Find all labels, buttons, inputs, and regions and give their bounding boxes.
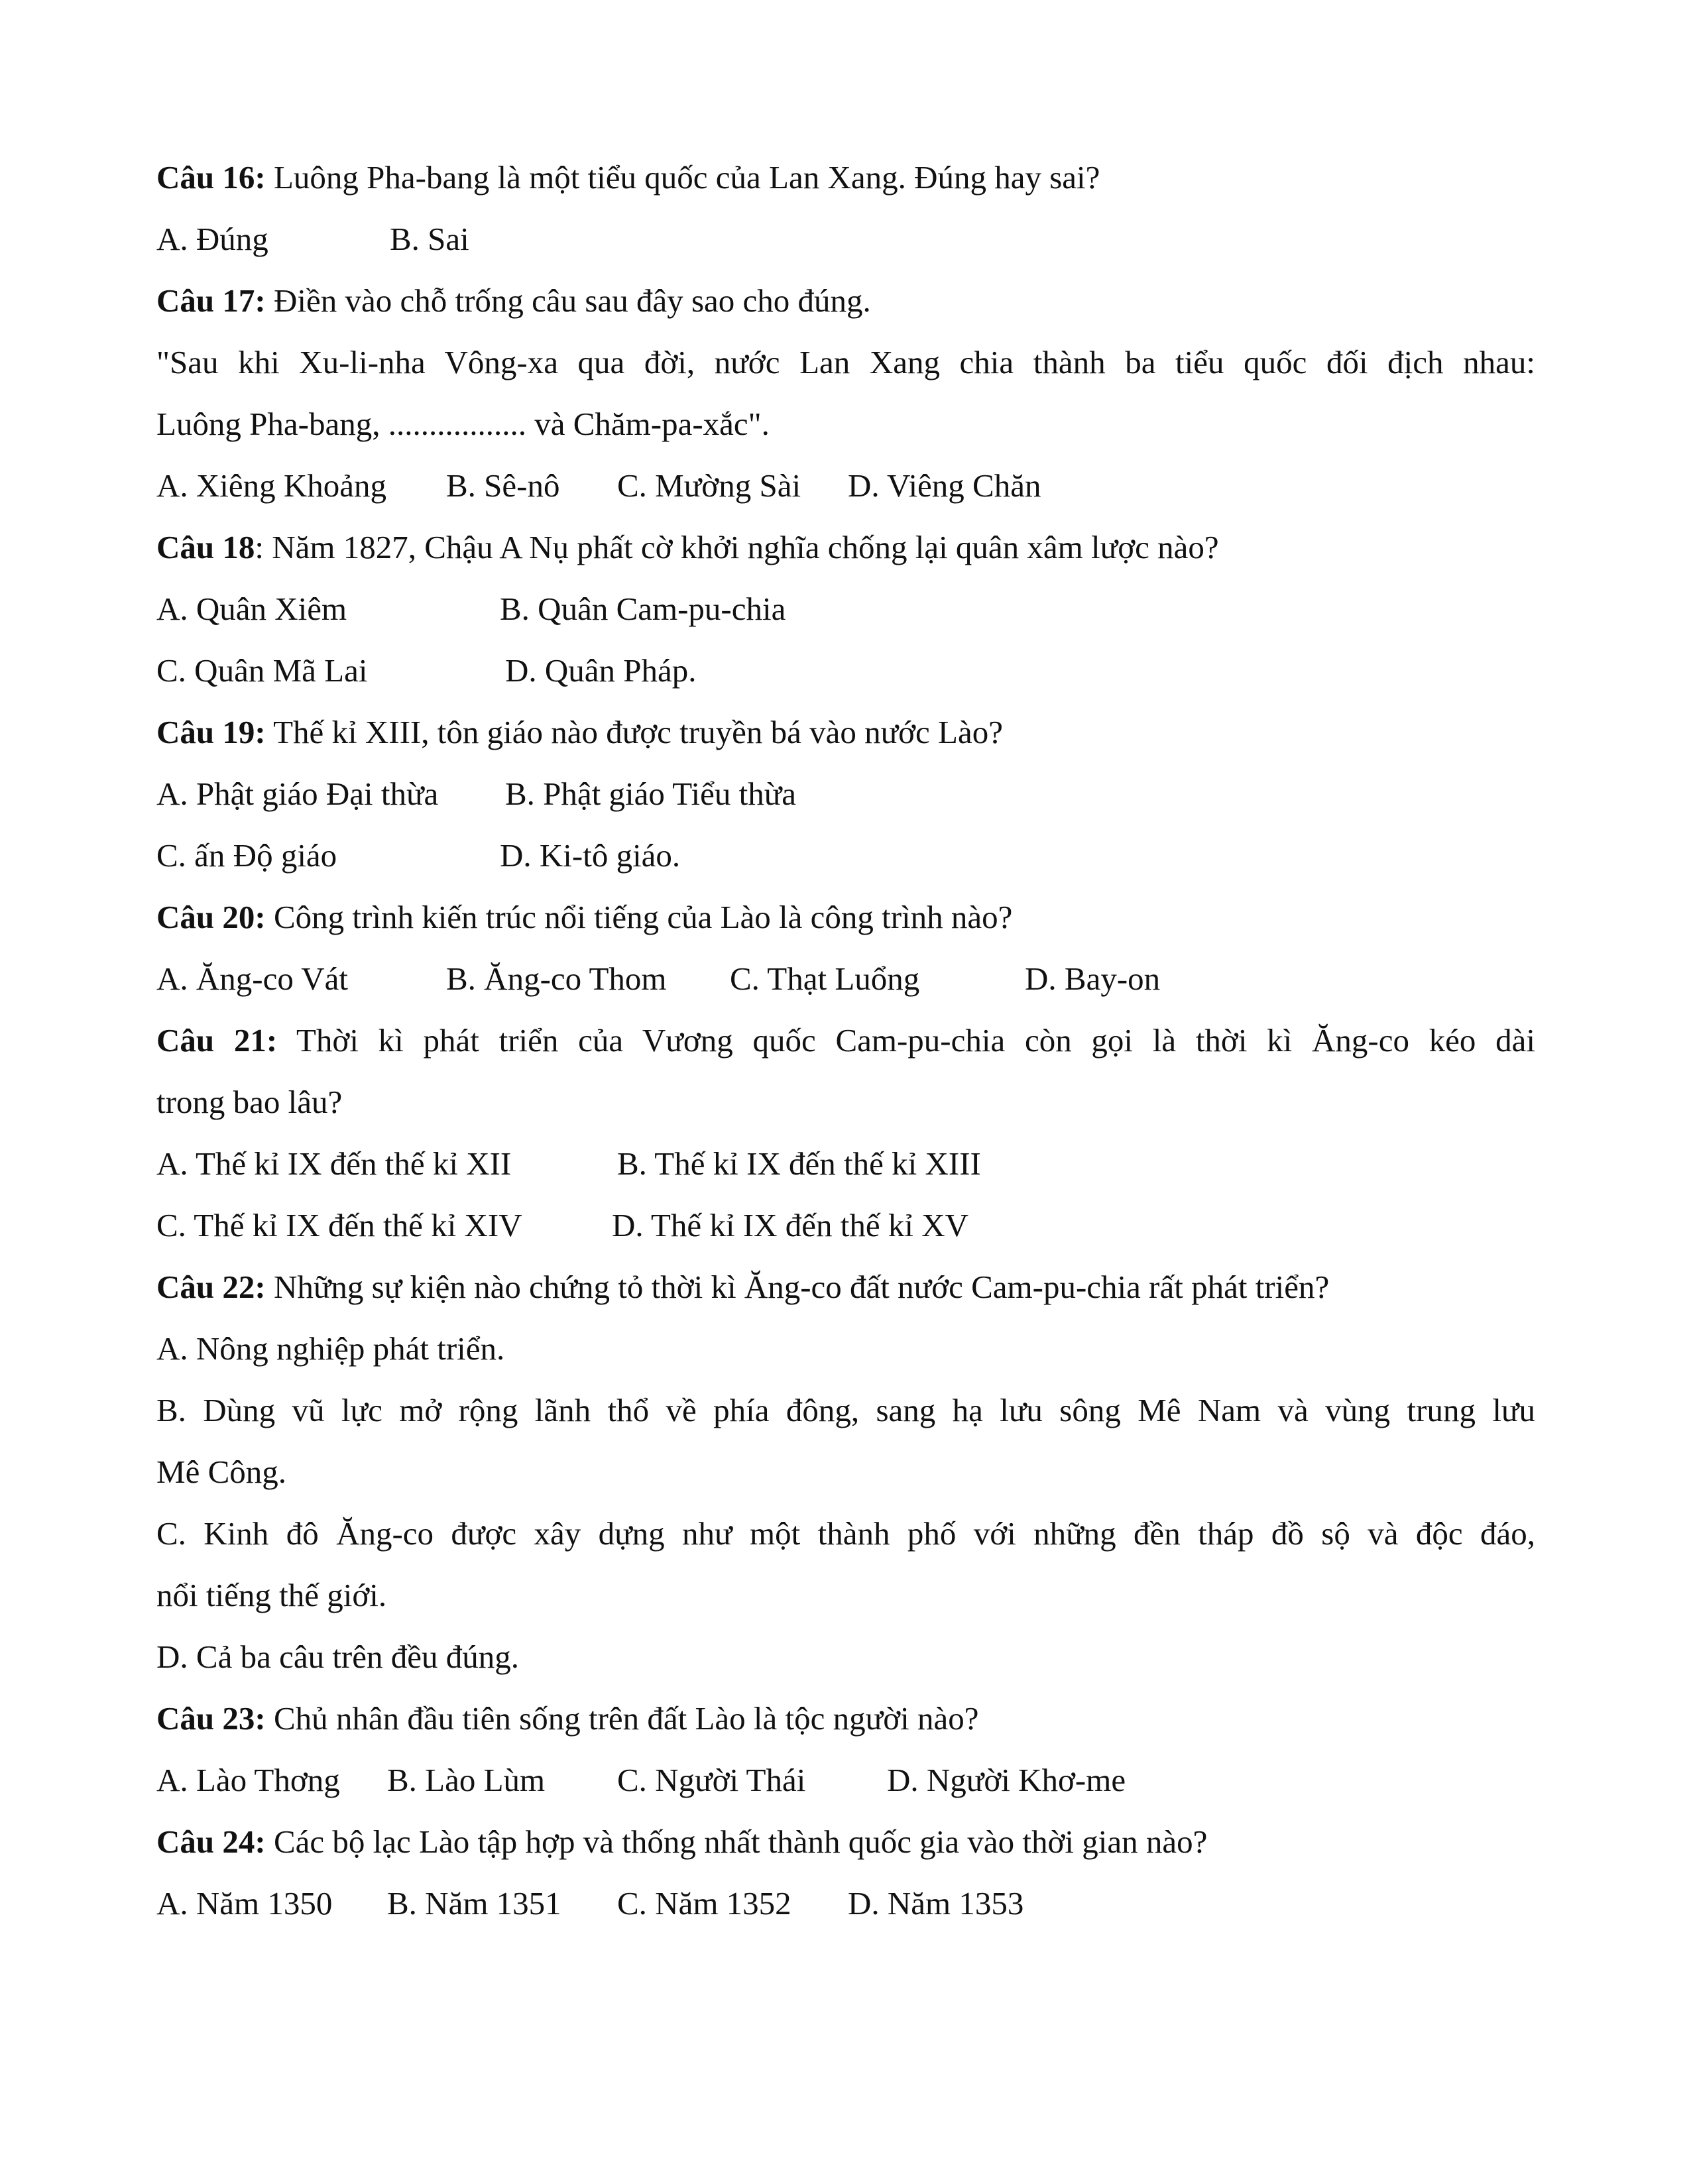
option-a: A. Phật giáo Đại thừa [156, 776, 439, 812]
question-17-quote-line-2: Luông Pha-bang, ................. và Chăm-pa-xắc". [156, 406, 770, 442]
question-17 [156, 281, 871, 321]
option-b: B. Ăng-co Thom [446, 960, 667, 997]
question-22 [156, 1267, 1329, 1307]
option-b: B. Năm 1351 [387, 1885, 561, 1922]
option-a: A. Đúng [156, 221, 268, 257]
option-a: A. Quân Xiêm [156, 591, 347, 627]
question-label: Câu 22: [156, 1269, 266, 1305]
question-22-option-a: A. Nông nghiệp phát triển. [156, 1330, 505, 1367]
option-d: D. Năm 1353 [848, 1885, 1024, 1922]
question-18 [156, 528, 1219, 567]
question-22-option-d: D. Cả ba câu trên đều đúng. [156, 1638, 519, 1675]
question-label: Câu 16: [156, 159, 266, 196]
option-d: D. Người Khơ-me [887, 1762, 1126, 1798]
option-c: C. Mường Sài [617, 467, 801, 504]
question-19 [156, 713, 1003, 752]
option-b: B. Thế kỉ IX đến thế kỉ XIII [617, 1145, 981, 1182]
option-a: A. Xiêng Khoảng [156, 467, 387, 504]
question-text: Luông Pha-bang là một tiểu quốc của Lan Xang. Đúng hay sai? [265, 159, 1100, 196]
question-21-text-continued: trong bao lâu? [156, 1084, 343, 1120]
question-text: Những sự kiện nào chứng tỏ thời kì Ăng-co đất nước Cam-pu-chia rất phát triển? [265, 1269, 1330, 1305]
option-b: B. Quân Cam-pu-chia [500, 591, 786, 627]
option-d: D. Ki-tô giáo. [500, 837, 681, 874]
question-22-option-c-continued: nổi tiếng thế giới. [156, 1577, 387, 1613]
question-text: Thời kì phát triển của Vương quốc Cam-pu-chia còn gọi là thời kì Ăng-co kéo dài [277, 1022, 1535, 1059]
question-text: Điền vào chỗ trống câu sau đây sao cho đúng. [265, 282, 871, 319]
option-b: B. Phật giáo Tiểu thừa [505, 776, 797, 812]
option-c: C. Người Thái [617, 1762, 806, 1798]
question-21 [156, 1021, 1535, 1061]
option-d: D. Quân Pháp. [505, 652, 697, 689]
option-c: C. Thạt Luổng [730, 960, 920, 997]
option-a: A. Thế kỉ IX đến thế kỉ XII [156, 1145, 512, 1182]
option-c: C. ấn Độ giáo [156, 837, 337, 874]
question-22-option-b-continued: Mê Công. [156, 1454, 286, 1490]
option-a: A. Lào Thơng [156, 1762, 340, 1798]
question-label: Câu 20: [156, 899, 266, 935]
question-text: Chủ nhân đầu tiên sống trên đất Lào là tộc người nào? [265, 1700, 979, 1737]
question-24 [156, 1822, 1207, 1862]
option-d: D. Bay-on [1025, 960, 1161, 997]
option-c: C. Quân Mã Lai [156, 652, 368, 689]
question-label: Câu 19: [156, 714, 266, 750]
option-d: D. Viêng Chăn [848, 467, 1041, 504]
question-label: Câu 18 [156, 529, 255, 565]
question-text: Công trình kiến trúc nổi tiếng của Lào là công trình nào? [265, 899, 1013, 935]
question-label: Câu 24: [156, 1823, 266, 1860]
question-17-quote-line-1: "Sau khi Xu-li-nha Vông-xa qua đời, nước Lan Xang chia thành ba tiểu quốc đối địch nhau: [156, 344, 1535, 380]
question-text: Các bộ lạc Lào tập hợp và thống nhất thành quốc gia vào thời gian nào? [265, 1823, 1208, 1860]
question-label: Câu 17: [156, 282, 266, 319]
option-b: B. Sê-nô [446, 467, 560, 504]
option-d: D. Thế kỉ IX đến thế kỉ XV [612, 1207, 968, 1243]
question-text: Thế kỉ XIII, tôn giáo nào được truyền bá vào nước Lào? [265, 714, 1003, 750]
question-label: Câu 23: [156, 1700, 266, 1737]
option-a: A. Năm 1350 [156, 1885, 333, 1922]
option-c: C. Năm 1352 [617, 1885, 791, 1922]
question-22-option-c: C. Kinh đô Ăng-co được xây dựng như một thành phố với những đền tháp đồ sộ và độc đáo, [156, 1515, 1535, 1552]
question-20 [156, 897, 1012, 937]
option-c: C. Thế kỉ IX đến thế kỉ XIV [156, 1207, 522, 1243]
option-b: B. Sai [390, 221, 469, 257]
option-a: A. Ăng-co Vát [156, 960, 348, 997]
option-b: B. Lào Lùm [387, 1762, 546, 1798]
question-22-option-b: B. Dùng vũ lực mở rộng lãnh thổ về phía đông, sang hạ lưu sông Mê Nam và vùng trung lưu [156, 1392, 1535, 1428]
question-23 [156, 1699, 978, 1739]
question-text: : Năm 1827, Chậu A Nụ phất cờ khởi nghĩa chống lại quân xâm lược nào? [255, 529, 1219, 565]
question-label: Câu 21: [156, 1022, 278, 1059]
question-16 [156, 158, 1100, 198]
